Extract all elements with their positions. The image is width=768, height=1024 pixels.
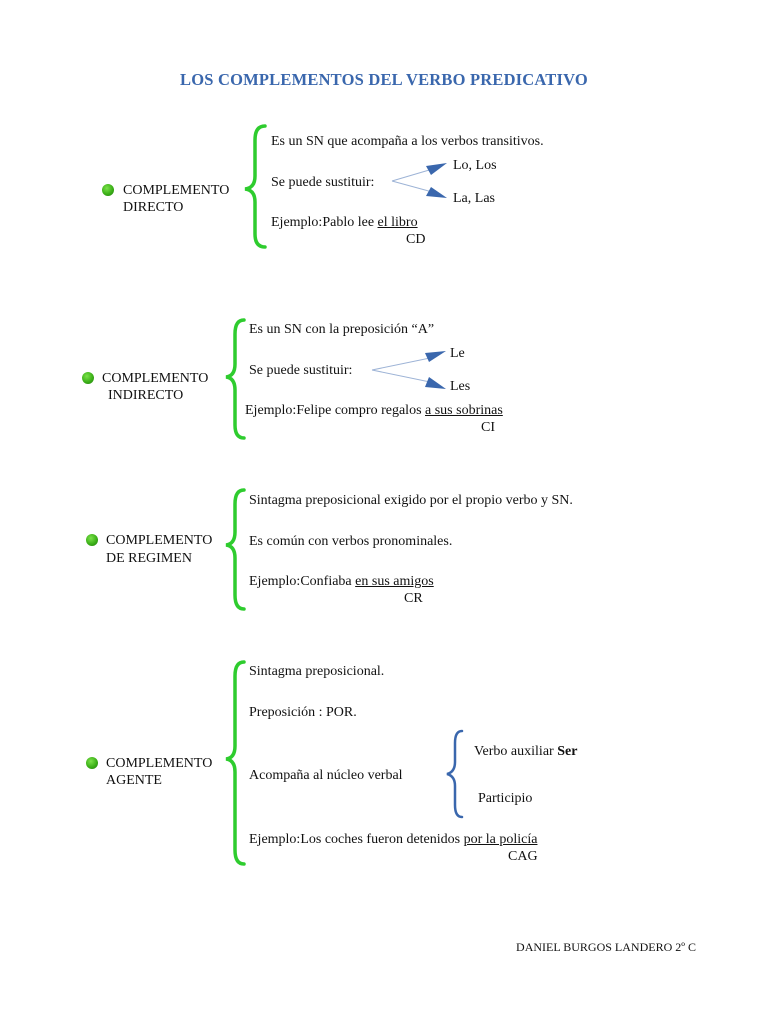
heading-agente-line2: AGENTE <box>106 773 162 788</box>
indirecto-example <box>245 402 503 419</box>
page-title: LOS COMPLEMENTOS DEL VERBO PREDICATIVO <box>180 70 588 89</box>
heading-directo-line2: DIRECTO <box>123 200 184 215</box>
arrows-indirecto <box>372 351 446 389</box>
example-text: Ejemplo:Confiaba <box>249 574 356 589</box>
regimen-definition: Sintagma preposicional exigido por el propio verbo y SN. <box>249 493 573 508</box>
blue-brace-agente <box>447 731 462 817</box>
regimen-example <box>249 573 434 590</box>
heading-regimen-line1: COMPLEMENTO <box>106 533 213 548</box>
heading-directo-line1: COMPLEMENTO <box>123 183 230 198</box>
indirecto-substitution-label: Se puede sustituir: <box>249 363 353 378</box>
example-text: Ejemplo:Pablo lee <box>271 215 378 230</box>
example-text: Ejemplo:Los coches fueron detenidos <box>249 832 464 847</box>
indirecto-tag: CI <box>481 420 495 435</box>
directo-option-2: La, Las <box>453 191 495 206</box>
green-brace-regimen <box>226 490 244 609</box>
indirecto-definition: Es un SN con la preposición “A” <box>249 322 435 337</box>
indirecto-option-1: Le <box>450 346 465 361</box>
regimen-tag: CR <box>404 591 423 606</box>
green-brace-agente <box>226 662 244 864</box>
green-brace-indirecto <box>226 320 244 438</box>
agente-aux <box>474 743 577 760</box>
aux-text: Verbo auxiliar <box>474 744 558 759</box>
agente-definition: Sintagma preposicional. <box>249 664 385 679</box>
agente-tag: CAG <box>508 849 538 864</box>
regimen-note: Es común con verbos pronominales. <box>249 534 453 549</box>
heading-indirecto-line2: INDIRECTO <box>108 388 184 403</box>
green-bullet-icon <box>86 757 98 769</box>
directo-example <box>271 214 418 231</box>
example-underlined: el libro <box>377 215 418 230</box>
agente-preposition: Preposición : POR. <box>249 705 357 720</box>
green-bullet-icon <box>86 534 98 546</box>
heading-agente-line1: COMPLEMENTO <box>106 756 213 771</box>
green-bullet-icon <box>102 184 114 196</box>
heading-regimen-line2: DE REGIMEN <box>106 551 192 566</box>
aux-bold: Ser <box>557 744 578 759</box>
heading-indirecto-line1: COMPLEMENTO <box>102 371 209 386</box>
directo-definition: Es un SN que acompaña a los verbos transitivos. <box>271 134 544 149</box>
arrows-directo <box>392 163 447 198</box>
agente-example <box>249 831 537 848</box>
example-underlined: en sus amigos <box>355 574 434 589</box>
directo-tag: CD <box>406 232 426 247</box>
green-brace-directo <box>245 126 265 247</box>
agente-accompanies: Acompaña al núcleo verbal <box>249 768 403 783</box>
author-footer: DANIEL BURGOS LANDERO 2º C <box>516 940 696 954</box>
directo-substitution-label: Se puede sustituir: <box>271 175 375 190</box>
example-text: Ejemplo:Felipe compro regalos <box>245 403 426 418</box>
indirecto-option-2: Les <box>450 379 471 394</box>
agente-participle: Participio <box>478 791 533 806</box>
example-underlined: a sus sobrinas <box>425 403 503 418</box>
directo-option-1: Lo, Los <box>453 158 497 173</box>
green-bullet-icon <box>82 372 94 384</box>
example-underlined: por la policía <box>463 832 538 847</box>
